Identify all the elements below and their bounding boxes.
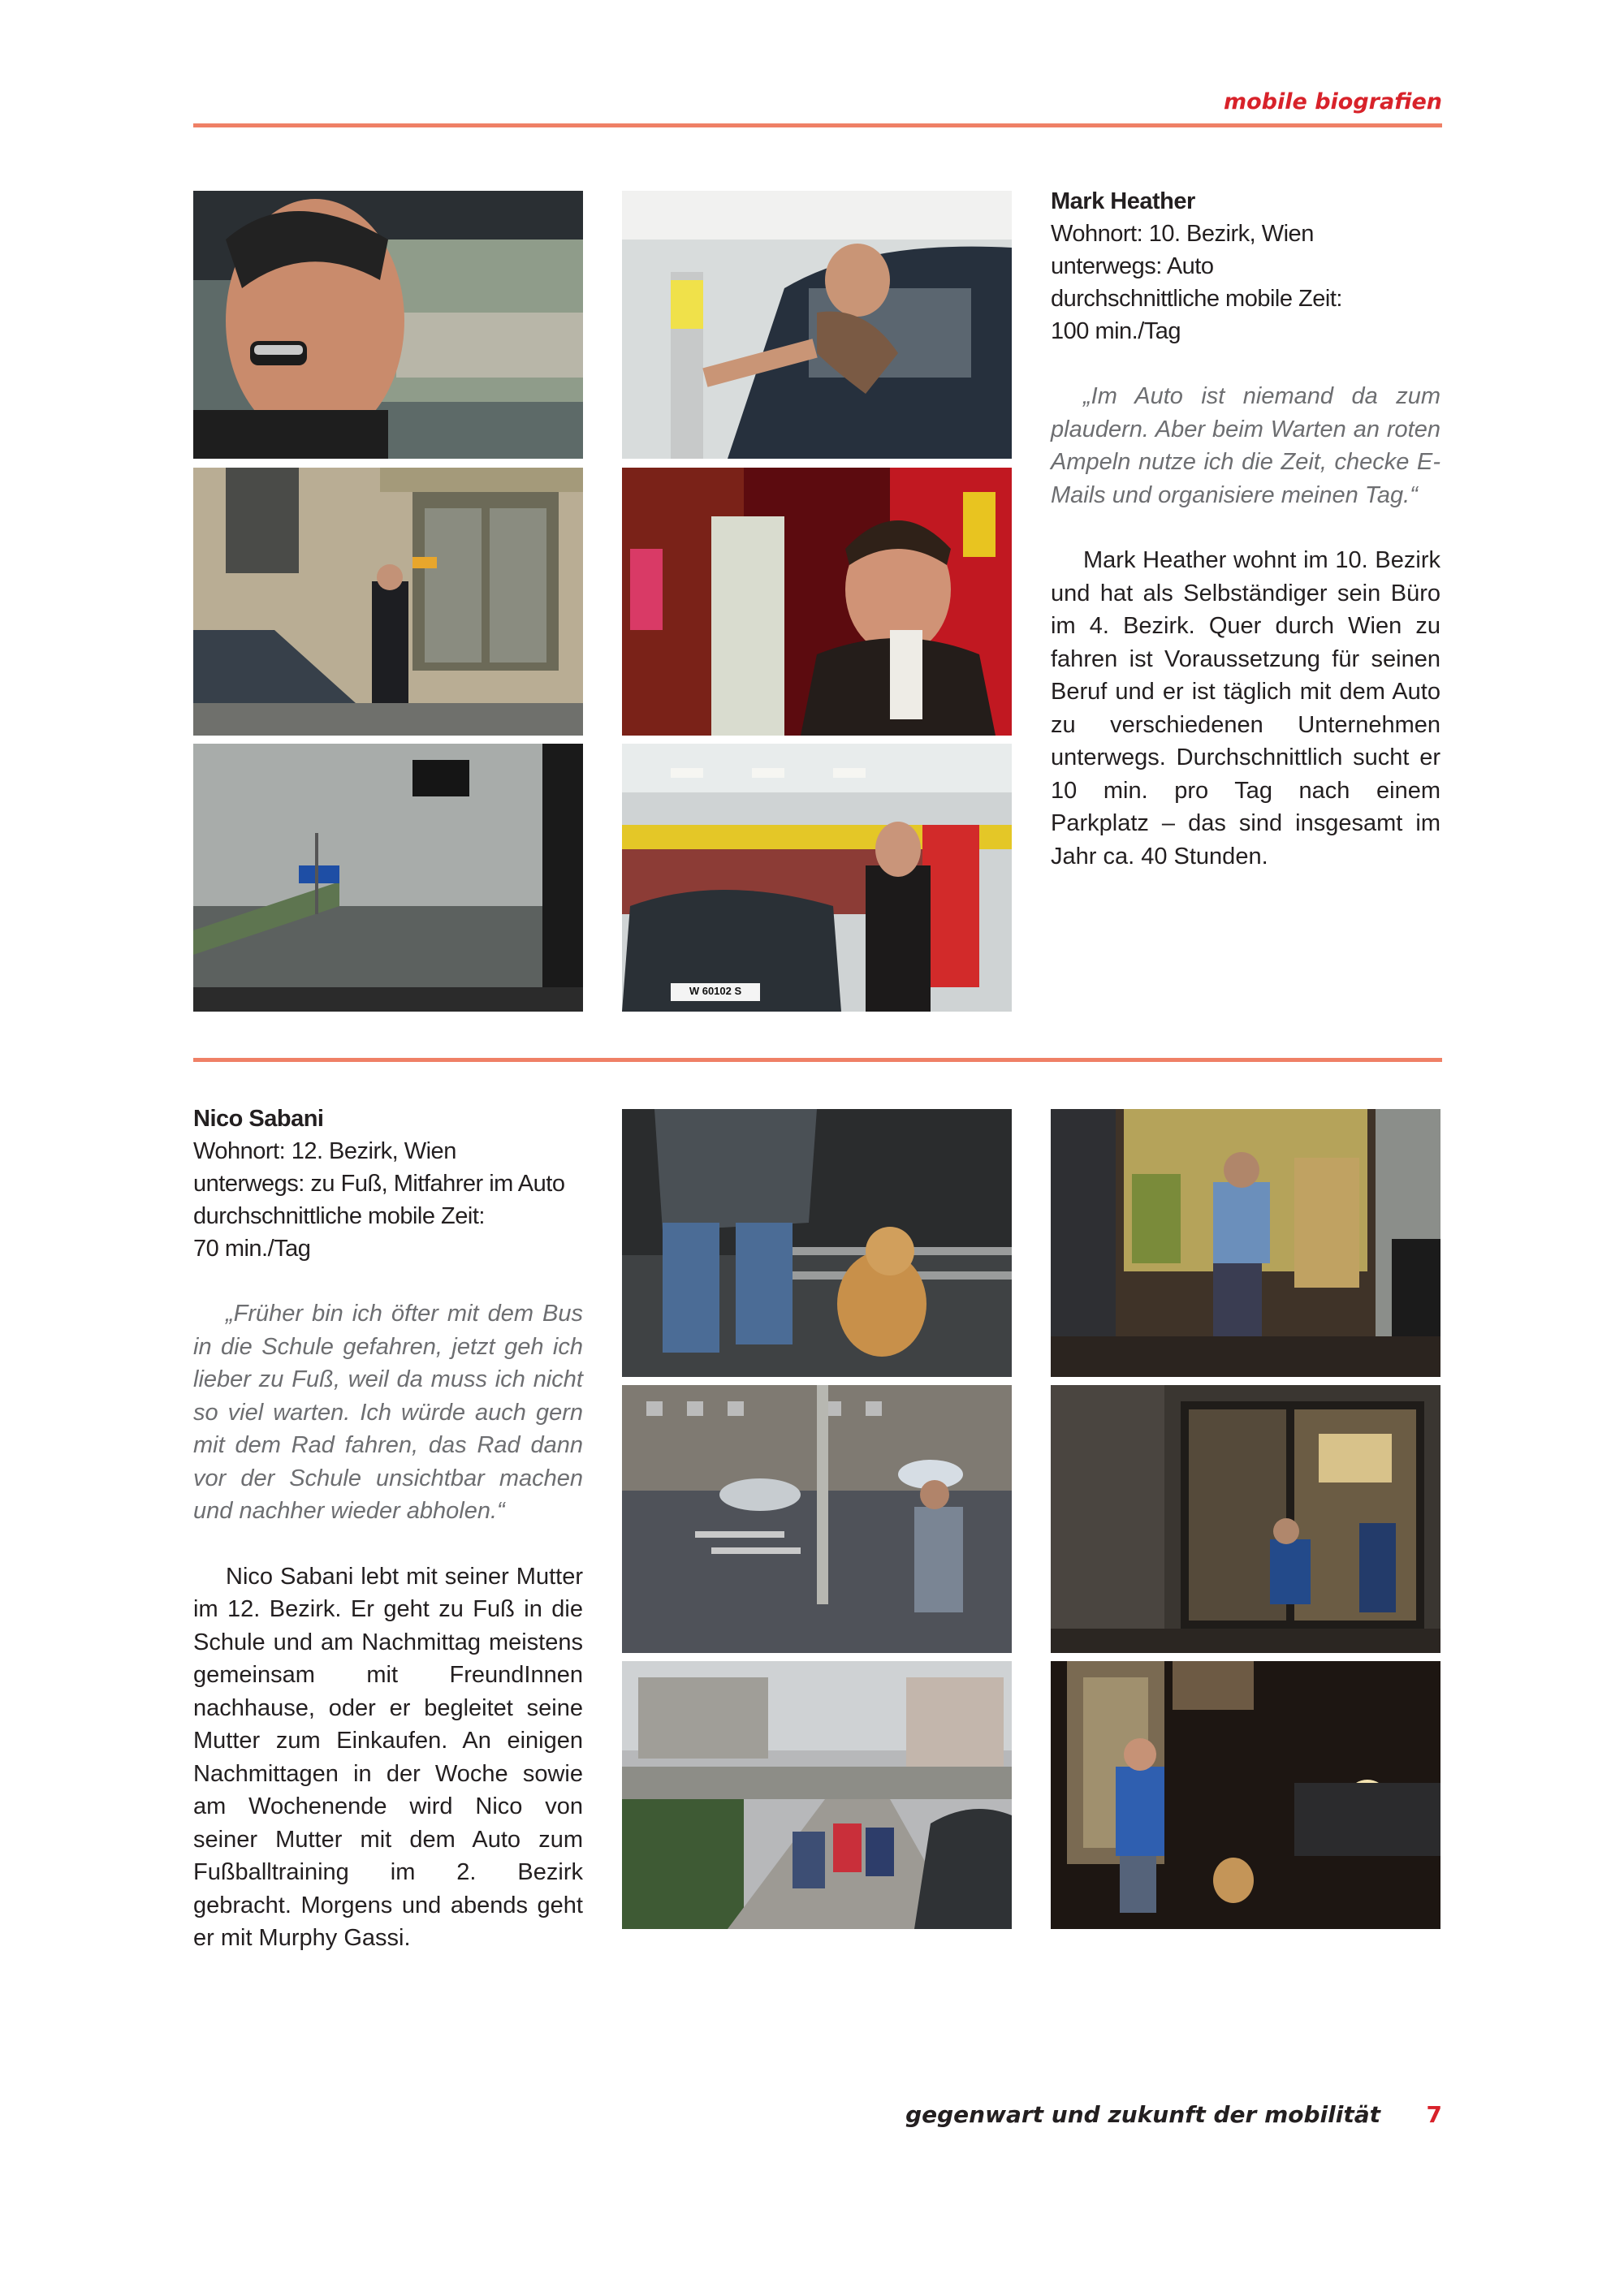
profile-residence: Wohnort: 12. Bezirk, Wien — [193, 1138, 456, 1164]
photo-highway-windshield — [193, 744, 583, 1012]
profile-residence: Wohnort: 10. Bezirk, Wien — [1051, 221, 1314, 247]
photo-office-entrance — [193, 468, 583, 736]
footer-title: gegenwart und zukunft der mobilität — [905, 2101, 1380, 2128]
profile-quote: „Früher bin ich öfter mit dem Bus in die Schule gefahren, jetzt geh ich lieber zu Fuß, weil da muss ich nicht so viel warten. Ich würde auch gern mit dem Rad fahren, das Rad dann vor der Schule unsichtbar machen und nachher wieder abholen.“ — [193, 1301, 583, 1524]
photo-eating-snack — [622, 468, 1012, 736]
section-divider-rule — [193, 1058, 1442, 1062]
photo-driver-headset — [193, 191, 583, 459]
photo-gas-station — [622, 744, 1012, 1012]
photo-car-window-ticket — [622, 191, 1012, 459]
profile-mobile-time-value: 100 min./Tag — [1051, 318, 1181, 344]
profile-travel-mode: unterwegs: zu Fuß, Mitfahrer im Auto — [193, 1171, 565, 1197]
profile-name: Nico Sabani — [193, 1106, 324, 1132]
photo-children-walking — [622, 1661, 1012, 1929]
profile-body: Mark Heather wohnt im 10. Bezirk und hat als Selbständiger sein Büro im 4. Bezirk. Quer durch Wien zu fahren ist Voraussetzung für seinen Beruf und er ist täglich mit dem Auto zu verschiedenen Unternehmen unterwegs. Durchschnittlich sucht er 10 min. pro Tag nach einem Parkplatz – das sind insgesamt im Jahr ca. 40 Stunden. — [1051, 547, 1440, 870]
profile-name: Mark Heather — [1051, 188, 1195, 214]
photo-building-doorway — [1051, 1385, 1440, 1653]
profile-travel-mode: unterwegs: Auto — [1051, 253, 1214, 279]
profile-nico-sabani — [193, 1103, 583, 1955]
license-plate-text: W 60102 S — [689, 985, 742, 997]
profile-body: Nico Sabani lebt mit seiner Mutter im 12. Bezirk. Er geht zu Fuß in die Schule und am Nachmittag meistens gemeinsam mit FreundInnen nachhause, oder er begleitet seine Mutter zum Einkaufen. An einigen Nachmittagen in der Woche sowie am Wochenende wird Nico von seiner Mutter mit dem Auto zum Fußballtraining im 2. Bezirk gebracht. Morgens und abends geht er mit Murphy Gassi. — [193, 1563, 583, 1951]
photo-supermarket-entrance — [1051, 1109, 1440, 1377]
photo-dog-night-entrance — [1051, 1661, 1440, 1929]
profile-mobile-time-value: 70 min./Tag — [193, 1236, 311, 1262]
profile-mobile-time-label: durchschnittliche mobile Zeit: — [1051, 286, 1342, 312]
header-rule — [193, 123, 1442, 127]
profile-quote: „Im Auto ist niemand da zum plaudern. Aber beim Warten an roten Ampeln nutze ich die Zeit, checke E-Mails und organisiere meinen Tag.“ — [1051, 383, 1440, 508]
profile-mobile-time-label: durchschnittliche mobile Zeit: — [193, 1203, 485, 1229]
photo-dog-walk-night — [622, 1109, 1012, 1377]
page-number: 7 — [1426, 2101, 1442, 2128]
profile-mark-heather — [1051, 185, 1440, 873]
photo-street-crossing — [622, 1385, 1012, 1653]
section-label: mobile biografien — [1223, 89, 1442, 114]
